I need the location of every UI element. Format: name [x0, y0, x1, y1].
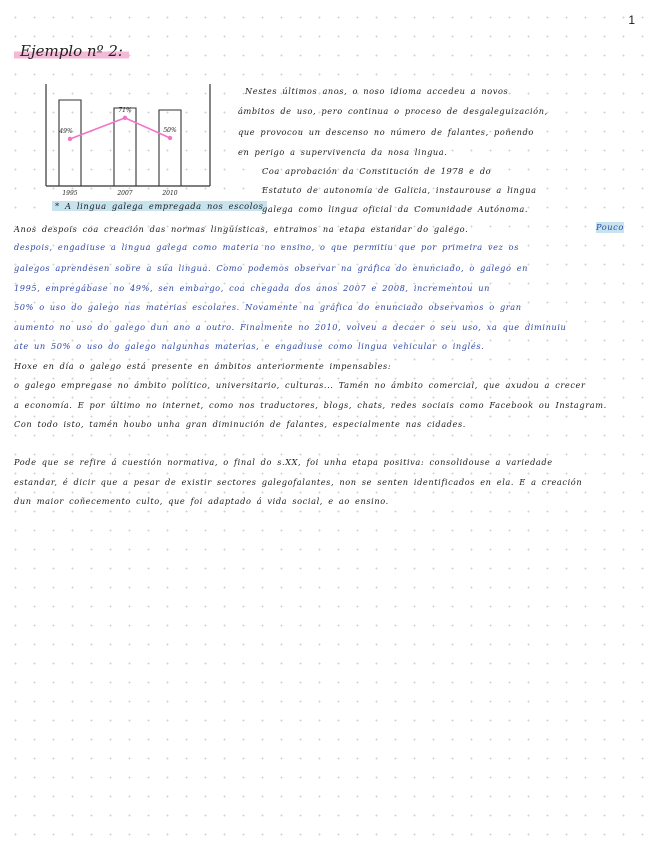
- chart-caption: * A lingua galega empregada nos escolos: [52, 201, 267, 211]
- chart-bar: [59, 100, 81, 186]
- data-point: [168, 136, 172, 140]
- text-line: estandar, é dicir que a pesar de existir sectores galegofalantes, non se senten identificados en ela. E a creación: [14, 477, 583, 487]
- text-line: galegos aprendesen sobre a súa lingua. Como podemos observar na gráfica do enunciado, o galego en: [14, 263, 529, 273]
- data-point: [123, 116, 127, 120]
- text-line: aumento no uso do galego dun ano a outro. Finalmente no 2010, volveu a decaer o seu uso, xa que diminuiu: [14, 322, 567, 332]
- page-number: 1: [628, 13, 635, 27]
- data-point: [68, 137, 72, 141]
- text-line: ámbitos de uso, pero continua o proceso de desgaleguización,: [238, 106, 548, 116]
- chart-bar: [159, 110, 181, 186]
- text-line: Pode que se refire á cuestión normativa, o final do s.XX, foi unha etapa positiva: consolidouse a variedade: [14, 457, 553, 467]
- text-line: ate un 50% o uso do galego nalgunhas materias, e engadiuse como lingua vehicular o inglés.: [14, 341, 485, 351]
- text-line: 1995, empregábase no 49%, sen embargo, coa chegada dos anos 2007 e 2008, incrementou un: [14, 283, 490, 293]
- x-tick-label: 1995: [62, 190, 78, 197]
- text-line: en perigo a supervivencia da nosa lingua.: [238, 147, 448, 157]
- data-label: 49%: [59, 127, 73, 135]
- text-line: 50% o uso do galego nas materias escolares. Novamente na gráfica do enunciado observamos o gran: [14, 302, 522, 312]
- text-line: Coa aprobación da Constitución de 1978 e do: [262, 166, 492, 176]
- text-line: Con todo isto, tamén houbo unha gran diminución de falantes, especialmente nas cidades.: [14, 419, 466, 429]
- text-line: Hoxe en día o galego está presente en ámbitos anteriormente impensables:: [14, 361, 392, 371]
- data-label: 71%: [118, 106, 132, 114]
- x-tick-label: 2007: [117, 190, 133, 197]
- page-title: Ejemplo nº 2:: [14, 42, 129, 60]
- text-line: que provocou un descenso no número de falantes, poñendo: [238, 127, 534, 137]
- text-line: Nestes últimos anos, o noso idioma accedeu a novos: [245, 86, 509, 96]
- text-line: Anos despois coa creación das normas lingüísticas, entramos na etapa estandar do galego.: [14, 224, 469, 234]
- text-line: Pouco: [596, 222, 624, 232]
- text-line: Estatuto de autonomía de Galicia, instaurouse a lingua: [262, 185, 537, 195]
- text-line: dun maior coñecemento culto, que foi adaptado á vida social, e ao ensino.: [14, 496, 389, 506]
- x-tick-label: 2010: [162, 190, 178, 197]
- text-line: galega como lingua oficial da Comunidade Autónoma.: [262, 204, 529, 214]
- text-line: o galego empregase no ámbito político, universitario, culturas... Tamén no ámbito comercial, que axudou a crecer: [14, 380, 586, 390]
- data-label: 50%: [163, 127, 177, 134]
- text-line: despois, engadiuse a lingua galega como materia no ensino, o que permitiu que por primeira vez os: [14, 242, 519, 252]
- text-line: a economía. E por último no internet, como nos traductores, blogs, chats, redes sociais como Facebook ou Instagram.: [14, 400, 607, 410]
- line-chart: [38, 82, 218, 202]
- series-line: [70, 118, 170, 139]
